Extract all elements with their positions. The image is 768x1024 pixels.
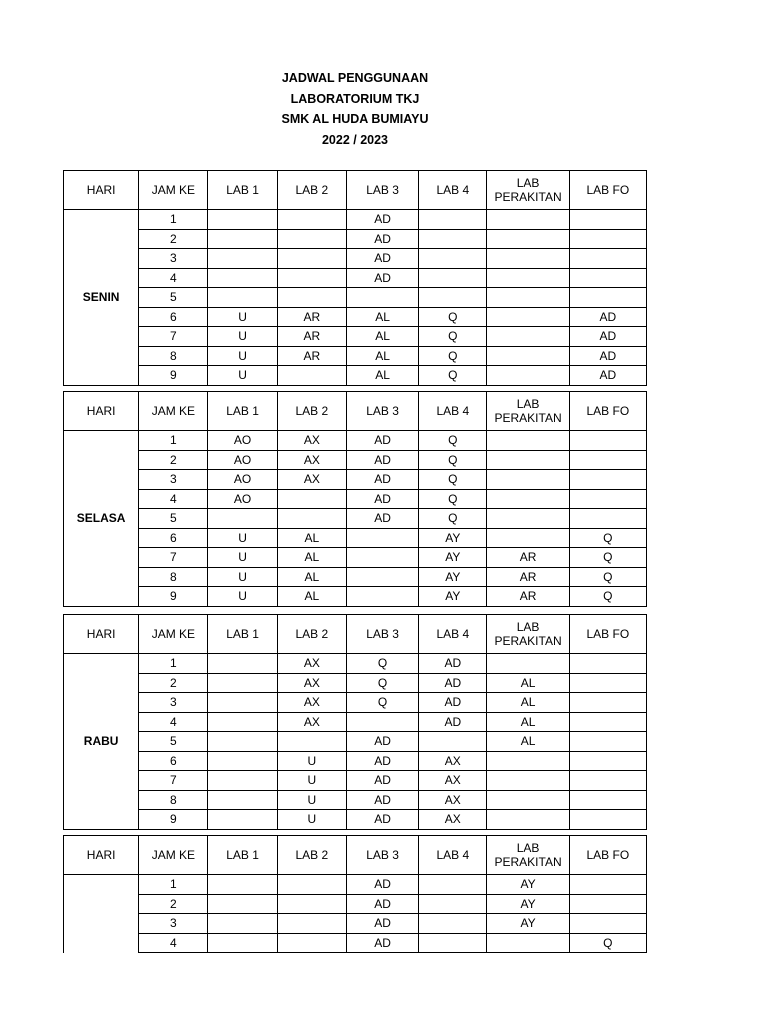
cell-lab-3: AD xyxy=(346,914,418,934)
cell-jam-ke: 7 xyxy=(139,548,208,568)
cell-lab-fo xyxy=(569,894,646,914)
cell-lab-4 xyxy=(419,914,487,934)
table-row xyxy=(64,307,647,327)
cell-lab-2 xyxy=(277,489,346,509)
header-lab-perakitan: LAB PERAKITAN xyxy=(487,171,569,210)
cell-lab-3 xyxy=(346,288,418,308)
cell-lab-2: U xyxy=(277,810,346,830)
cell-lab-2 xyxy=(277,933,346,953)
cell-jam-ke: 8 xyxy=(139,790,208,810)
table-row xyxy=(64,810,647,830)
cell-lab-1 xyxy=(208,509,277,529)
table-row xyxy=(64,933,647,953)
cell-jam-ke: 5 xyxy=(139,509,208,529)
cell-lab-fo xyxy=(569,489,646,509)
cell-lab-4: AY xyxy=(419,528,487,548)
cell-lab-2: U xyxy=(277,771,346,791)
table-row xyxy=(64,431,647,451)
table-row xyxy=(64,732,647,752)
cell-lab-4 xyxy=(419,933,487,953)
header-lab-2: LAB 2 xyxy=(277,392,346,431)
cell-lab-3: AD xyxy=(346,470,418,490)
header-lab-4: LAB 4 xyxy=(419,615,487,654)
cell-lab-2: AX xyxy=(277,431,346,451)
header-lab-perakitan: LAB PERAKITAN xyxy=(487,392,569,431)
cell-lab-2: U xyxy=(277,790,346,810)
table-row xyxy=(64,509,647,529)
cell-jam-ke: 3 xyxy=(139,693,208,713)
cell-lab-3: AD xyxy=(346,894,418,914)
cell-lab-2 xyxy=(277,249,346,269)
table-row xyxy=(64,229,647,249)
cell-jam-ke: 5 xyxy=(139,288,208,308)
cell-lab-2 xyxy=(277,366,346,386)
cell-lab-2: AL xyxy=(277,567,346,587)
cell-jam-ke: 7 xyxy=(139,327,208,347)
cell-lab-2: AR xyxy=(277,327,346,347)
cell-jam-ke: 6 xyxy=(139,751,208,771)
cell-jam-ke: 1 xyxy=(139,210,208,230)
cell-lab-3: Q xyxy=(346,693,418,713)
table-row xyxy=(64,528,647,548)
cell-lab-4: AX xyxy=(419,810,487,830)
cell-lab-4: AD xyxy=(419,712,487,732)
cell-lab-perakitan xyxy=(487,288,569,308)
cell-jam-ke: 4 xyxy=(139,712,208,732)
cell-lab-fo xyxy=(569,654,646,674)
cell-lab-2: AL xyxy=(277,528,346,548)
cell-lab-fo xyxy=(569,673,646,693)
cell-jam-ke: 2 xyxy=(139,673,208,693)
header-lab-3: LAB 3 xyxy=(346,392,418,431)
header-row xyxy=(64,171,647,210)
cell-lab-4 xyxy=(419,229,487,249)
cell-lab-4: Q xyxy=(419,470,487,490)
cell-jam-ke: 3 xyxy=(139,914,208,934)
cell-lab-perakitan xyxy=(487,470,569,490)
cell-jam-ke: 6 xyxy=(139,528,208,548)
cell-jam-ke: 2 xyxy=(139,229,208,249)
table-row xyxy=(64,327,647,347)
cell-lab-perakitan: AR xyxy=(487,548,569,568)
cell-jam-ke: 3 xyxy=(139,249,208,269)
table-row xyxy=(64,894,647,914)
header-lab-2: LAB 2 xyxy=(277,615,346,654)
header-lab-fo: LAB FO xyxy=(569,836,646,875)
day-label xyxy=(64,875,139,953)
cell-lab-4: AY xyxy=(419,567,487,587)
cell-lab-perakitan xyxy=(487,346,569,366)
cell-lab-4 xyxy=(419,288,487,308)
cell-lab-fo xyxy=(569,288,646,308)
schedule-table-rabu xyxy=(63,614,647,830)
header-lab-fo: LAB FO xyxy=(569,171,646,210)
cell-lab-perakitan: AR xyxy=(487,587,569,607)
header-lab-1: LAB 1 xyxy=(208,836,277,875)
cell-lab-1 xyxy=(208,268,277,288)
header-row xyxy=(64,392,647,431)
cell-lab-fo xyxy=(569,790,646,810)
schedule-table-day-4 xyxy=(63,835,647,953)
cell-lab-1: U xyxy=(208,587,277,607)
cell-lab-fo xyxy=(569,450,646,470)
document-title xyxy=(0,68,710,150)
cell-lab-fo xyxy=(569,875,646,895)
cell-lab-4: Q xyxy=(419,431,487,451)
cell-lab-1: AO xyxy=(208,431,277,451)
cell-lab-4: Q xyxy=(419,366,487,386)
cell-lab-1: U xyxy=(208,548,277,568)
cell-lab-3: AD xyxy=(346,489,418,509)
cell-lab-3: AD xyxy=(346,210,418,230)
cell-lab-perakitan: AY xyxy=(487,894,569,914)
header-lab-4: LAB 4 xyxy=(419,836,487,875)
cell-lab-4: AX xyxy=(419,790,487,810)
cell-lab-1 xyxy=(208,875,277,895)
cell-lab-perakitan: AL xyxy=(487,712,569,732)
cell-lab-3 xyxy=(346,548,418,568)
cell-lab-1 xyxy=(208,771,277,791)
header-lab-fo: LAB FO xyxy=(569,392,646,431)
cell-lab-2 xyxy=(277,732,346,752)
day-label: SENIN xyxy=(64,210,139,386)
header-lab-2: LAB 2 xyxy=(277,171,346,210)
cell-jam-ke: 9 xyxy=(139,587,208,607)
cell-lab-perakitan xyxy=(487,654,569,674)
title-line-4: 2022 / 2023 xyxy=(321,132,389,147)
cell-lab-perakitan xyxy=(487,450,569,470)
cell-lab-3 xyxy=(346,528,418,548)
cell-lab-1: AO xyxy=(208,450,277,470)
cell-lab-perakitan xyxy=(487,229,569,249)
cell-lab-2: AL xyxy=(277,548,346,568)
header-lab-3: LAB 3 xyxy=(346,171,418,210)
cell-lab-fo xyxy=(569,732,646,752)
cell-jam-ke: 8 xyxy=(139,567,208,587)
cell-lab-1 xyxy=(208,673,277,693)
table-row xyxy=(64,875,647,895)
cell-lab-3: AD xyxy=(346,249,418,269)
cell-lab-2 xyxy=(277,894,346,914)
cell-lab-fo xyxy=(569,693,646,713)
cell-lab-1: U xyxy=(208,567,277,587)
table-row xyxy=(64,470,647,490)
cell-lab-fo xyxy=(569,268,646,288)
table-row xyxy=(64,288,647,308)
cell-lab-1: U xyxy=(208,307,277,327)
cell-lab-2 xyxy=(277,509,346,529)
cell-lab-3: AD xyxy=(346,229,418,249)
table-row xyxy=(64,548,647,568)
cell-lab-1 xyxy=(208,693,277,713)
cell-lab-3: AL xyxy=(346,366,418,386)
cell-jam-ke: 1 xyxy=(139,431,208,451)
table-row xyxy=(64,489,647,509)
cell-lab-perakitan: AY xyxy=(487,875,569,895)
title-line-3: SMK AL HUDA BUMIAYU xyxy=(281,112,429,126)
cell-lab-fo: Q xyxy=(569,548,646,568)
cell-lab-fo xyxy=(569,470,646,490)
header-jam-ke: JAM KE xyxy=(139,836,208,875)
header-lab-4: LAB 4 xyxy=(419,171,487,210)
title-line-2: LABORATORIUM TKJ xyxy=(290,91,420,106)
header-hari: HARI xyxy=(64,392,139,431)
cell-jam-ke: 3 xyxy=(139,470,208,490)
cell-lab-fo xyxy=(569,751,646,771)
cell-lab-fo: Q xyxy=(569,567,646,587)
cell-lab-perakitan: AL xyxy=(487,673,569,693)
cell-lab-1 xyxy=(208,732,277,752)
cell-lab-perakitan xyxy=(487,810,569,830)
cell-lab-4 xyxy=(419,732,487,752)
header-lab-2: LAB 2 xyxy=(277,836,346,875)
cell-lab-fo: Q xyxy=(569,528,646,548)
header-hari: HARI xyxy=(64,615,139,654)
table-row xyxy=(64,693,647,713)
table-row xyxy=(64,249,647,269)
cell-jam-ke: 1 xyxy=(139,654,208,674)
cell-lab-2: AR xyxy=(277,346,346,366)
cell-lab-perakitan: AR xyxy=(487,567,569,587)
day-label: RABU xyxy=(64,654,139,830)
cell-lab-1: U xyxy=(208,327,277,347)
cell-lab-2: U xyxy=(277,751,346,771)
cell-lab-1 xyxy=(208,894,277,914)
cell-lab-3: AD xyxy=(346,268,418,288)
cell-jam-ke: 5 xyxy=(139,732,208,752)
schedule-table-senin xyxy=(63,170,647,386)
cell-lab-4: Q xyxy=(419,346,487,366)
cell-lab-4 xyxy=(419,249,487,269)
cell-lab-fo xyxy=(569,249,646,269)
cell-lab-2: AL xyxy=(277,587,346,607)
cell-lab-2: AX xyxy=(277,673,346,693)
cell-lab-1 xyxy=(208,712,277,732)
header-lab-perakitan: LAB PERAKITAN xyxy=(487,615,569,654)
cell-lab-perakitan xyxy=(487,327,569,347)
cell-lab-2: AX xyxy=(277,450,346,470)
title-line-1: JADWAL PENGGUNAAN xyxy=(281,71,429,85)
schedule-table-selasa xyxy=(63,391,647,607)
cell-lab-3: AD xyxy=(346,509,418,529)
cell-lab-2: AX xyxy=(277,712,346,732)
cell-lab-4: Q xyxy=(419,307,487,327)
cell-lab-4 xyxy=(419,875,487,895)
table-row xyxy=(64,914,647,934)
table-row xyxy=(64,654,647,674)
header-lab-1: LAB 1 xyxy=(208,615,277,654)
cell-lab-3: AL xyxy=(346,346,418,366)
table-row xyxy=(64,268,647,288)
cell-lab-1 xyxy=(208,288,277,308)
cell-lab-2 xyxy=(277,288,346,308)
cell-lab-1 xyxy=(208,933,277,953)
cell-lab-perakitan xyxy=(487,528,569,548)
cell-jam-ke: 9 xyxy=(139,366,208,386)
cell-lab-fo xyxy=(569,509,646,529)
cell-jam-ke: 4 xyxy=(139,933,208,953)
cell-lab-3: AD xyxy=(346,450,418,470)
header-row xyxy=(64,615,647,654)
cell-lab-4: Q xyxy=(419,450,487,470)
cell-jam-ke: 2 xyxy=(139,450,208,470)
cell-lab-4 xyxy=(419,268,487,288)
cell-lab-perakitan xyxy=(487,790,569,810)
header-hari: HARI xyxy=(64,836,139,875)
cell-lab-perakitan xyxy=(487,509,569,529)
cell-lab-3: AD xyxy=(346,431,418,451)
table-row xyxy=(64,450,647,470)
table-row xyxy=(64,790,647,810)
cell-lab-3: AL xyxy=(346,327,418,347)
cell-lab-1 xyxy=(208,229,277,249)
cell-lab-perakitan xyxy=(487,210,569,230)
cell-lab-3 xyxy=(346,567,418,587)
cell-lab-fo xyxy=(569,229,646,249)
table-row xyxy=(64,366,647,386)
cell-lab-perakitan xyxy=(487,771,569,791)
header-lab-4: LAB 4 xyxy=(419,392,487,431)
day-label: SELASA xyxy=(64,431,139,607)
cell-lab-3: AD xyxy=(346,875,418,895)
header-jam-ke: JAM KE xyxy=(139,171,208,210)
cell-jam-ke: 8 xyxy=(139,346,208,366)
cell-lab-1 xyxy=(208,810,277,830)
cell-lab-3: AL xyxy=(346,307,418,327)
cell-lab-fo: Q xyxy=(569,933,646,953)
header-lab-3: LAB 3 xyxy=(346,615,418,654)
cell-lab-3: Q xyxy=(346,654,418,674)
cell-jam-ke: 2 xyxy=(139,894,208,914)
cell-lab-perakitan xyxy=(487,366,569,386)
cell-lab-4: AY xyxy=(419,548,487,568)
cell-lab-2: AX xyxy=(277,654,346,674)
cell-lab-3 xyxy=(346,712,418,732)
cell-lab-2: AX xyxy=(277,470,346,490)
cell-lab-1: U xyxy=(208,366,277,386)
cell-lab-4 xyxy=(419,894,487,914)
cell-lab-perakitan xyxy=(487,489,569,509)
header-lab-1: LAB 1 xyxy=(208,392,277,431)
header-lab-fo: LAB FO xyxy=(569,615,646,654)
cell-lab-2: AX xyxy=(277,693,346,713)
cell-lab-4: Q xyxy=(419,327,487,347)
header-lab-3: LAB 3 xyxy=(346,836,418,875)
cell-lab-4: AX xyxy=(419,771,487,791)
table-row xyxy=(64,567,647,587)
cell-lab-3: AD xyxy=(346,751,418,771)
header-lab-perakitan: LAB PERAKITAN xyxy=(487,836,569,875)
cell-lab-1 xyxy=(208,210,277,230)
cell-lab-4: AX xyxy=(419,751,487,771)
cell-lab-2 xyxy=(277,229,346,249)
header-hari: HARI xyxy=(64,171,139,210)
cell-lab-2: AR xyxy=(277,307,346,327)
cell-lab-fo xyxy=(569,431,646,451)
cell-lab-2 xyxy=(277,914,346,934)
cell-lab-1 xyxy=(208,249,277,269)
cell-lab-1 xyxy=(208,654,277,674)
cell-lab-fo xyxy=(569,210,646,230)
cell-lab-3: AD xyxy=(346,790,418,810)
cell-jam-ke: 4 xyxy=(139,489,208,509)
table-row xyxy=(64,210,647,230)
cell-lab-4: AD xyxy=(419,693,487,713)
header-jam-ke: JAM KE xyxy=(139,615,208,654)
cell-lab-fo xyxy=(569,914,646,934)
cell-lab-fo: AD xyxy=(569,307,646,327)
cell-lab-perakitan xyxy=(487,307,569,327)
cell-lab-4: Q xyxy=(419,509,487,529)
cell-lab-fo: AD xyxy=(569,346,646,366)
cell-lab-1: AO xyxy=(208,470,277,490)
cell-lab-2 xyxy=(277,875,346,895)
cell-lab-perakitan xyxy=(487,933,569,953)
cell-lab-1: U xyxy=(208,346,277,366)
cell-lab-4: AY xyxy=(419,587,487,607)
cell-lab-4: AD xyxy=(419,673,487,693)
cell-lab-4: AD xyxy=(419,654,487,674)
cell-jam-ke: 1 xyxy=(139,875,208,895)
cell-lab-perakitan xyxy=(487,249,569,269)
cell-jam-ke: 7 xyxy=(139,771,208,791)
cell-lab-fo xyxy=(569,771,646,791)
cell-lab-3: Q xyxy=(346,673,418,693)
table-row xyxy=(64,587,647,607)
cell-lab-perakitan: AL xyxy=(487,693,569,713)
table-row xyxy=(64,771,647,791)
cell-jam-ke: 9 xyxy=(139,810,208,830)
cell-lab-1 xyxy=(208,751,277,771)
cell-lab-perakitan xyxy=(487,751,569,771)
table-row xyxy=(64,712,647,732)
cell-lab-perakitan xyxy=(487,431,569,451)
cell-lab-3: AD xyxy=(346,810,418,830)
cell-lab-fo: Q xyxy=(569,587,646,607)
cell-lab-fo: AD xyxy=(569,327,646,347)
cell-lab-1 xyxy=(208,914,277,934)
cell-lab-4 xyxy=(419,210,487,230)
cell-lab-3: AD xyxy=(346,732,418,752)
cell-lab-2 xyxy=(277,210,346,230)
cell-lab-1: U xyxy=(208,528,277,548)
cell-lab-2 xyxy=(277,268,346,288)
cell-lab-perakitan: AL xyxy=(487,732,569,752)
cell-lab-perakitan xyxy=(487,268,569,288)
cell-lab-4: Q xyxy=(419,489,487,509)
header-row xyxy=(64,836,647,875)
cell-lab-fo xyxy=(569,810,646,830)
cell-lab-1 xyxy=(208,790,277,810)
table-row xyxy=(64,751,647,771)
table-row xyxy=(64,673,647,693)
cell-jam-ke: 6 xyxy=(139,307,208,327)
header-jam-ke: JAM KE xyxy=(139,392,208,431)
cell-jam-ke: 4 xyxy=(139,268,208,288)
header-lab-1: LAB 1 xyxy=(208,171,277,210)
cell-lab-fo xyxy=(569,712,646,732)
cell-lab-3 xyxy=(346,587,418,607)
cell-lab-perakitan: AY xyxy=(487,914,569,934)
cell-lab-3: AD xyxy=(346,771,418,791)
table-row xyxy=(64,346,647,366)
cell-lab-1: AO xyxy=(208,489,277,509)
cell-lab-3: AD xyxy=(346,933,418,953)
cell-lab-fo: AD xyxy=(569,366,646,386)
